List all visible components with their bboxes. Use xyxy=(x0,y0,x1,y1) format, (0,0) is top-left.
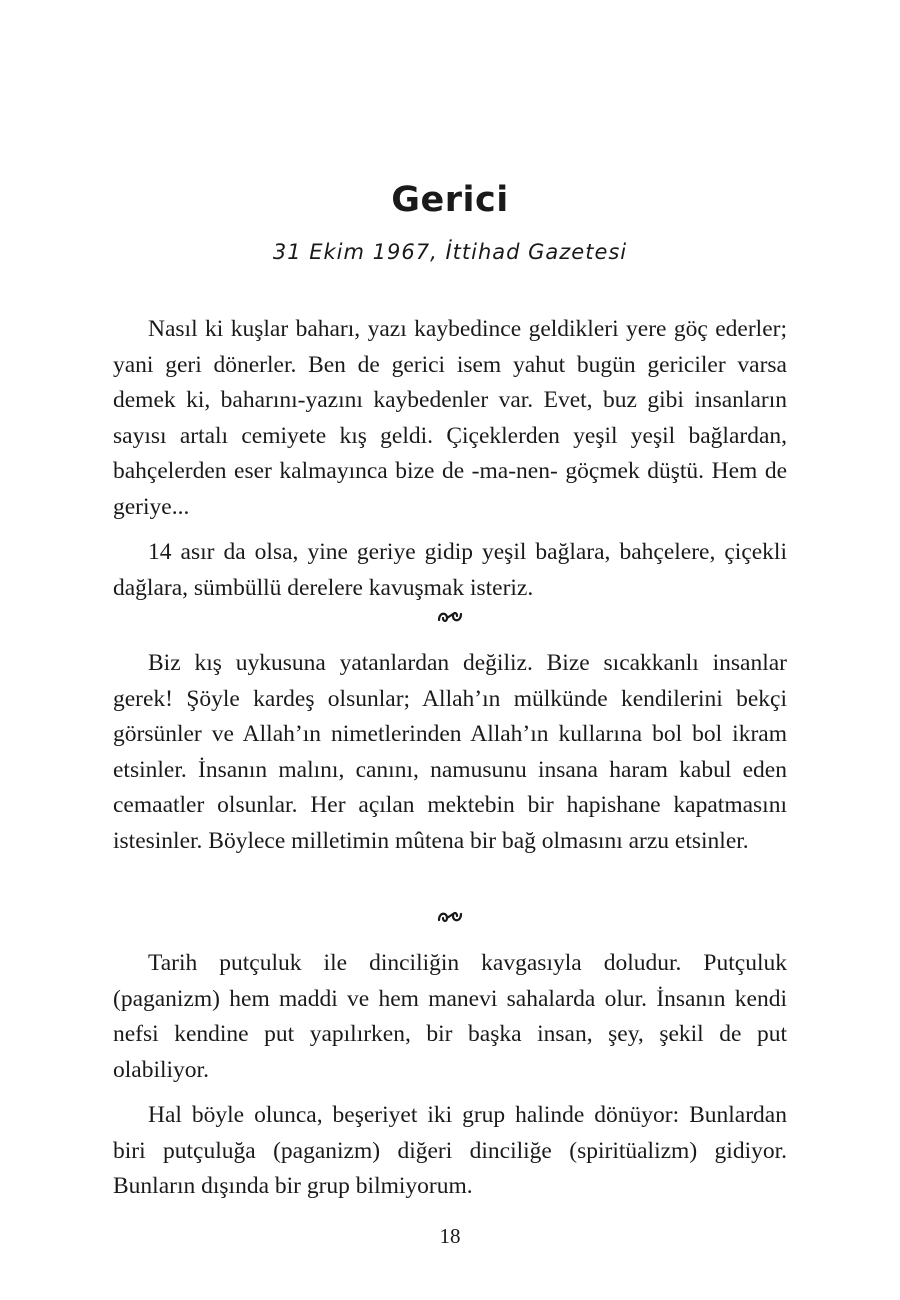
paragraph: Hal böyle olunca, beşeriyet iki grup halinde dönüyor: Bunlardan biri putçuluğa (paganizm) diğeri dinciliğe (spiritüalizm) gidiyor. Bunların dışında bir grup bilmiyorum. xyxy=(113,1102,787,1199)
ornament-swirl-icon xyxy=(435,906,465,928)
section-1 xyxy=(113,312,787,616)
paragraph: 14 asır da olsa, yine geriye gidip yeşil bağlara, bahçelere, çiçekli dağlara, sümbüllü derelere kavuşmak isteriz. xyxy=(113,539,787,601)
section-3 xyxy=(113,946,787,1215)
ornament-swirl-icon xyxy=(435,606,465,628)
section-2 xyxy=(113,646,787,869)
paragraph: Nasıl ki kuşlar baharı, yazı kaybedince geldikleri yere göç ederler; yani geri dönerler. Ben de gerici isem yahut bugün gericiler varsa demek ki, baharını-yazını kaybedenler var. Evet, buz gibi insanların sayısı artalı cemiyete kış geldi. Çiçeklerden yeşil yeşil bağlardan, bahçelerden eser kalmayınca bize de -ma-nen- göçmek düştü. Hem de geriye... xyxy=(113,316,787,520)
paragraph: Tarih putçuluk ile dinciliğin kavgasıyla doludur. Putçuluk (paganizm) hem maddi ve hem manevi sahalarda olur. İnsanın kendi nefsi kendine put yapılırken, bir başka insan, şey, şekil de put olabiliyor. xyxy=(113,950,787,1083)
section-ornament-icon xyxy=(0,906,900,934)
paragraph: Biz kış uykusuna yatanlardan değiliz. Bize sıcakkanlı insanlar gerek! Şöyle kardeş olsunlar; Allah’ın mülkünde kendilerini bekçi görsünler ve Allah’ın nimetlerinden Allah’ın kullarına bol bol ikram etsinler. İnsanın malını, canını, namusunu insana haram kabul eden cemaatler olsunlar. Her açılan mektebin bir hapishane kapatmasını istesinler. Böylece milletimin mûtena bir bağ olmasını arzu etsinler. xyxy=(113,650,787,854)
section-ornament-icon xyxy=(0,606,900,634)
page-number: 18 xyxy=(439,1224,461,1248)
chapter-subtitle: 31 Ekim 1967, İttihad Gazetesi xyxy=(272,240,628,264)
chapter-title: Gerici xyxy=(391,180,509,220)
